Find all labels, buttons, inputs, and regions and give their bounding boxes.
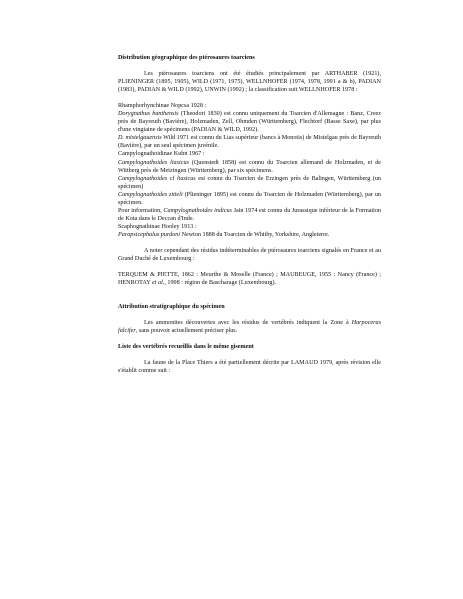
entry-campylognathoides-liasicus [118, 159, 381, 175]
entry-text: est connu du Toarcien de Erzingen près de Balingen, Württemberg (un spécimen) [118, 175, 382, 190]
species-name: liasicus [176, 175, 196, 182]
references-paragraph [118, 271, 381, 287]
species-name: D. mistelgauensis [118, 135, 162, 142]
subfamily-rhamphorhynchinae: Rhamphorhynchinae Nopcsa 1928 : [118, 103, 207, 110]
species-name: Harpoceras falcifer [118, 320, 381, 335]
entry-text: Jain 1974 est connu du Jurassique inférieur de la Formation de Kota dans le Deccan d'Inde. [118, 207, 382, 222]
para-text: Les ammonites découvertes avec les résidus de vertébrés indiquent la Zone à [144, 320, 352, 327]
entry-parapsicephalus-purdoni [118, 231, 381, 239]
entry-text: Newton 1888 du Toarcien de Whitby, Yorkshire, Angleterre. [180, 231, 330, 238]
entry-text: Wild 1971 est connu du Lias supérieur (bancs à Monotis) de Mistelgau près de Bayreuth (Bavière), par un seul spécimen juvénile. [118, 135, 381, 150]
species-name: Dorygnathus banthensis [118, 111, 179, 118]
species-name: Campylognathoides [118, 175, 168, 182]
entry-text: cf [167, 175, 177, 182]
entry-text: Pour information, [118, 207, 164, 214]
section-heading-vertebrates: Liste des vertébrés recueillis dans le même gisement [118, 344, 254, 351]
page-content [118, 54, 381, 375]
vertebrates-paragraph: La faune de la Place Thiers a été partiellement décrite par LAMAUD 1979, après révision elle s'établit comme suit : [118, 360, 381, 375]
subfamily-campylognathoidinae: Campylognathoidinae Kuhn 1967 : [118, 151, 205, 158]
entry-dorygnathus-mistelgauensis [118, 134, 381, 150]
species-name: Campylognathoides zitteli [118, 191, 183, 198]
section-heading-distribution: Distribution géographique des ptérosaures toarciens [118, 55, 255, 61]
ref-et-al: et al. [152, 280, 165, 287]
entry-text: (Quenstedt 1858) est connu du Toarcien allemand de Holzmaden, et de Wittberg près de Metzingen (Württemberg), par six spécimens. [118, 159, 381, 174]
species-name: Parapsicephalus purdoni [118, 231, 181, 238]
intro-paragraph: Les ptérosaures toarciens ont été étudiés principalement par ARTHABER (1921), PLIENINGER (1895, 1905), WILD (1971, 1975), WELLNHOFER (1974, 1978, 1991 a & b), PADIAN (1983), PADIAN & WILD (1992), UNWIN (1992) ; la classification suit WELLNHOFER 1978 : [118, 71, 381, 94]
entry-dorygnathus-banthensis [118, 110, 381, 134]
section-heading-stratigraphy: Attribution stratigraphique du spécimen [118, 304, 225, 311]
note-paragraph: A noter cependant des résidus indéterminables de ptérosaures toarciens signalés en France et au Grand Duché de Luxembourg : [118, 247, 381, 263]
entry-text: (Theodori 1830) est connu uniquement du Toarcien d'Allemagne : Banz, Creez près de Bayreuth (Bavière), Holzmaden, Zell, Ohmden (Württemberg), Flechtorf (Basse Saxe), par plus d'une vingtaine de spécimens (PADIAN & WILD, 1992). [118, 111, 381, 134]
species-name: Campylognathoides liasicus [118, 159, 189, 166]
stratigraphy-paragraph [118, 319, 381, 335]
entry-campylognathoides-indicus [118, 207, 381, 223]
species-name: Campylognathoides indicus [163, 207, 232, 214]
entry-text: (Plieninger 1895) est connu du Toarcien de Holzmaden (Württemberg), par un spécimen. [118, 191, 381, 206]
para-text: , sans pouvoir actuellement préciser plus. [135, 328, 238, 335]
ref-text: , 1998 : région de Bascharage (Luxembourg). [164, 280, 277, 287]
subfamily-scaphognathinae: Scaphognathinae Hooley 1913 : [118, 223, 197, 230]
ref-text: TERQUEM & PIETTE, 1862 : Meurthe & Moselle (France) ; MAUBEUGE, 1955 : Nancy (France) ; HENROTAY [118, 272, 381, 287]
entry-campylognathoides-zitteli [118, 191, 381, 207]
entry-campylognathoides-cf-liasicus [118, 175, 381, 191]
